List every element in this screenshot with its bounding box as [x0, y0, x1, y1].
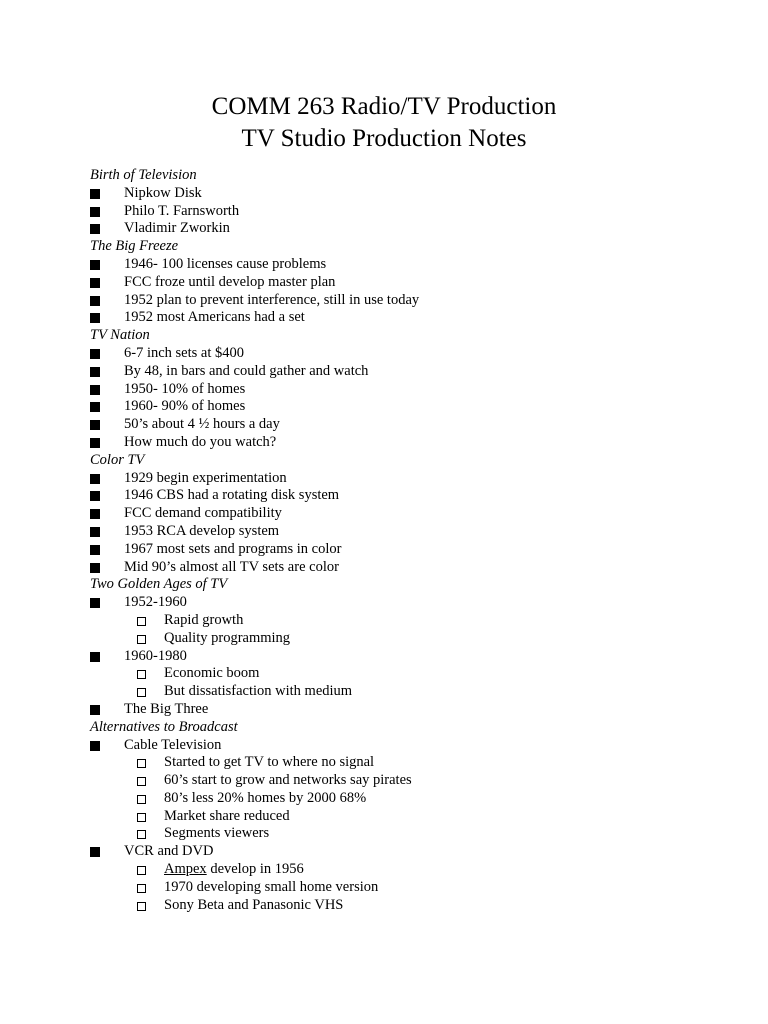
square-bullet-icon — [90, 278, 100, 288]
list-item: 50’s about 4 ½ hours a day — [90, 416, 710, 434]
section-heading: Birth of Television — [90, 167, 197, 183]
list-item: Vladimir Zworkin — [90, 220, 710, 238]
hollow-square-bullet-icon — [137, 813, 146, 822]
sub-list-item: Quality programming — [90, 630, 710, 648]
list-item: 6-7 inch sets at $400 — [90, 345, 710, 363]
hollow-square-bullet-icon — [137, 884, 146, 893]
hollow-square-bullet-icon — [137, 777, 146, 786]
square-bullet-icon — [90, 847, 100, 857]
list-item: How much do you watch? — [90, 434, 710, 452]
square-bullet-icon — [90, 385, 100, 395]
hollow-square-bullet-icon — [137, 866, 146, 875]
section-heading: Two Golden Ages of TV — [90, 576, 228, 593]
page-title — [0, 91, 768, 155]
sub-list-item: 1970 developing small home version — [90, 879, 710, 897]
list-item: Cable Television — [90, 737, 710, 755]
list-item: 1953 RCA develop system — [90, 523, 710, 541]
section-heading: The Big Freeze — [90, 238, 179, 255]
list-item: Nipkow Disk — [90, 185, 710, 203]
list-item: 1929 begin experimentation — [90, 470, 710, 488]
sub-list-item: Started to get TV to where no signal — [90, 754, 710, 772]
hollow-square-bullet-icon — [137, 617, 146, 626]
square-bullet-icon — [90, 349, 100, 359]
square-bullet-icon — [90, 402, 100, 412]
sub-list-item: Market share reduced — [90, 808, 710, 826]
list-item: 1952-1960 — [90, 594, 710, 612]
list-item: 1952 plan to prevent interference, still in use today — [90, 292, 710, 310]
list-item: By 48, in bars and could gather and watch — [90, 363, 710, 381]
sub-list-item: Segments viewers — [90, 825, 710, 843]
square-bullet-icon — [90, 313, 100, 323]
hollow-square-bullet-icon — [137, 635, 146, 644]
square-bullet-icon — [90, 296, 100, 306]
section-heading: TV Nation — [90, 327, 150, 344]
square-bullet-icon — [90, 189, 100, 199]
square-bullet-icon — [90, 527, 100, 537]
sub-list-item: Rapid growth — [90, 612, 710, 630]
square-bullet-icon — [90, 509, 100, 519]
square-bullet-icon — [90, 491, 100, 501]
square-bullet-icon — [90, 652, 100, 662]
hollow-square-bullet-icon — [137, 670, 146, 679]
square-bullet-icon — [90, 598, 100, 608]
square-bullet-icon — [90, 367, 100, 377]
list-item: 1946- 100 licenses cause problems — [90, 256, 710, 274]
square-bullet-icon — [90, 260, 100, 270]
list-item: FCC demand compatibility — [90, 505, 710, 523]
list-item: 1960- 90% of homes — [90, 398, 710, 416]
list-item: The Big Three — [90, 701, 710, 719]
list-item: Mid 90’s almost all TV sets are color — [90, 559, 710, 577]
list-item: Philo T. Farnsworth — [90, 203, 710, 221]
sub-list-item: Ampex develop in 1956 — [90, 861, 710, 879]
square-bullet-icon — [90, 545, 100, 555]
list-item: 1967 most sets and programs in color — [90, 541, 710, 559]
sub-list-item: Economic boom — [90, 665, 710, 683]
notes-content — [90, 167, 710, 914]
hollow-square-bullet-icon — [137, 759, 146, 768]
sub-list-item: 80’s less 20% homes by 2000 68% — [90, 790, 710, 808]
title-line-1: COMM 263 Radio/TV Production — [211, 93, 557, 120]
hollow-square-bullet-icon — [137, 830, 146, 839]
square-bullet-icon — [90, 207, 100, 217]
hollow-square-bullet-icon — [137, 902, 146, 911]
square-bullet-icon — [90, 420, 100, 430]
title-line-2: TV Studio Production Notes — [241, 125, 527, 152]
list-item: 1946 CBS had a rotating disk system — [90, 487, 710, 505]
sub-list-item: But dissatisfaction with medium — [90, 683, 710, 701]
square-bullet-icon — [90, 474, 100, 484]
square-bullet-icon — [90, 705, 100, 715]
section-heading: Alternatives to Broadcast — [90, 718, 238, 735]
section-heading: Color TV — [90, 451, 145, 468]
square-bullet-icon — [90, 224, 100, 234]
list-item: 1952 most Americans had a set — [90, 309, 710, 327]
square-bullet-icon — [90, 563, 100, 573]
sub-list-item: Sony Beta and Panasonic VHS — [90, 897, 710, 915]
square-bullet-icon — [90, 741, 100, 751]
square-bullet-icon — [90, 438, 100, 448]
list-item: 1960-1980 — [90, 648, 710, 666]
hollow-square-bullet-icon — [137, 795, 146, 804]
sub-list-item: 60’s start to grow and networks say pirates — [90, 772, 710, 790]
list-item: FCC froze until develop master plan — [90, 274, 710, 292]
hollow-square-bullet-icon — [137, 688, 146, 697]
ampex-underlined-text: Ampex — [164, 861, 207, 878]
list-item: 1950- 10% of homes — [90, 381, 710, 399]
list-item: VCR and DVD — [90, 843, 710, 861]
